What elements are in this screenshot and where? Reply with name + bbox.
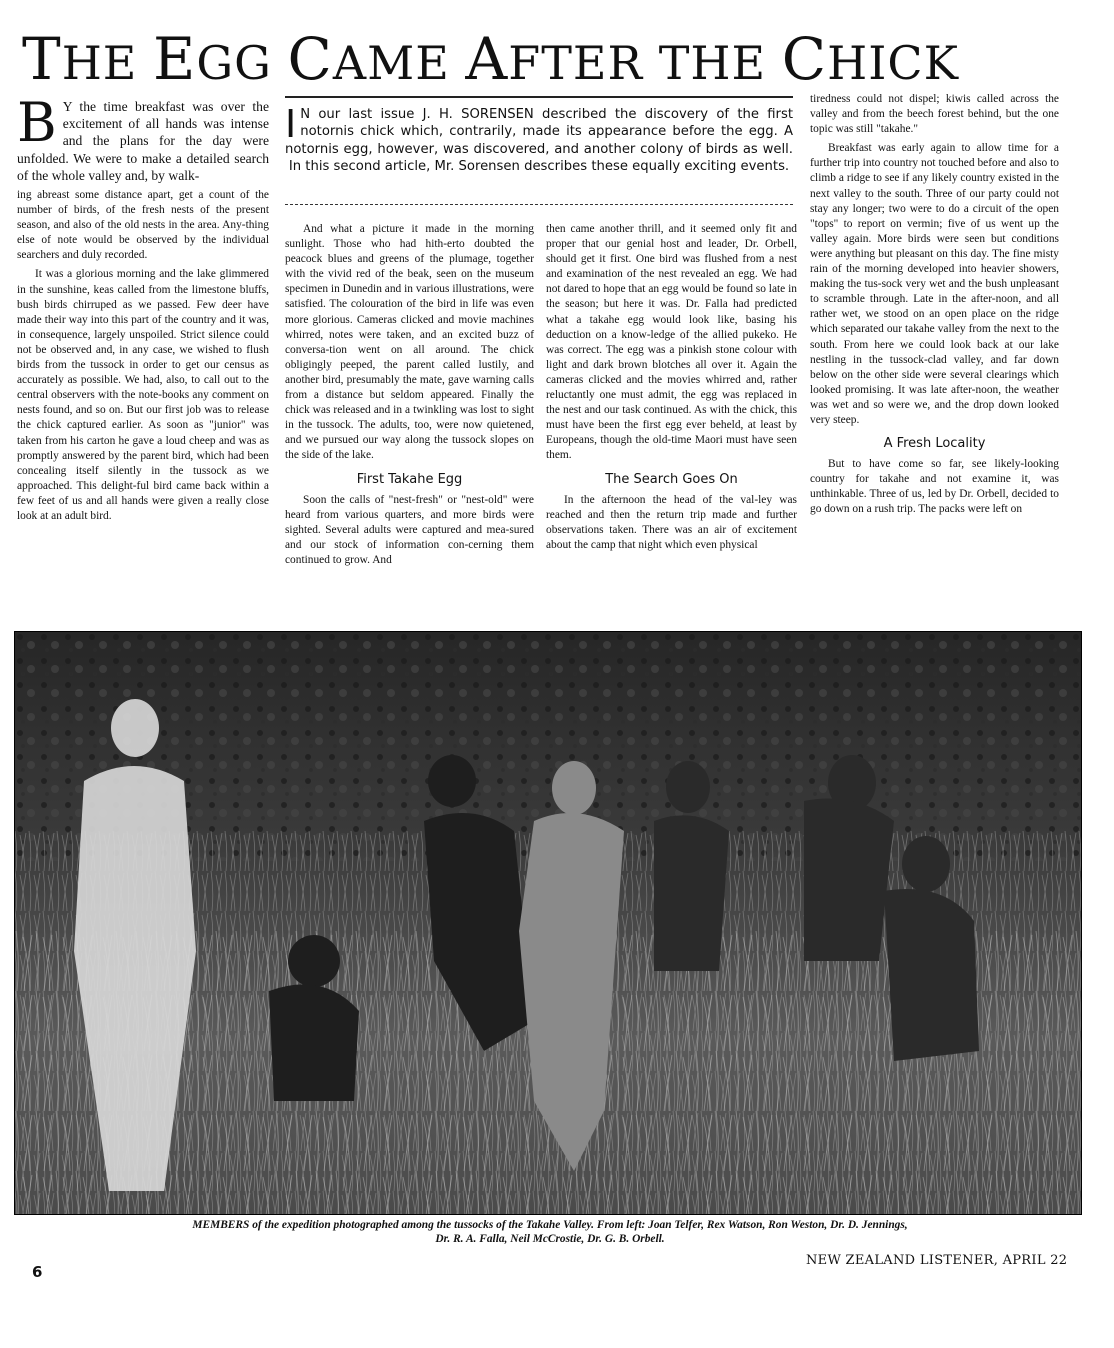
headline-part: A: [465, 25, 509, 93]
paragraph: But to have come so far, see likely-looking country for takahe and not examine it, was unthinkable. Three of us, led by Dr. Orbell, decided to go down on a rush trip. The packs were left on: [810, 458, 1059, 516]
drop-cap: I: [285, 102, 297, 146]
subheading: First Takahe Egg: [356, 471, 463, 487]
caption-line: Dr. R. A. Falla, Neil McCrostie, Dr. G. B. Orbell.: [435, 1233, 665, 1245]
publication-footer: NEW ZEALAND LISTENER, APRIL 22: [806, 1253, 1068, 1268]
headline-part: GG: [196, 36, 288, 90]
expedition-photo: [14, 631, 1082, 1215]
headline-part: T: [22, 25, 62, 93]
headline-part: FTER THE: [508, 36, 782, 90]
paragraph: And what a picture it made in the morning sunlight. Those who had hith-erto doubted the peacock blues and greens of the plumage, together with the vivid red of the beak, seen on the museum specimen in Dunedin and in various illustrations, were satisfied. The colouration of the bird in life was even more glorious. Cameras clicked and movie machines whirred, notes were taken, and an excited buzz of conversa-tion went on all around. The chick obligingly peeped, the parent called lustily, and another bird, presumably the mate, gave warning calls from a distance but seldom appeared. Finally the chick was released and in a twinkling was lost to sight in the tussock. The adults, too, were now quietened, and we pursued our way along the tussock slopes on the side of the lake.: [285, 223, 534, 462]
page-number: 6: [32, 1263, 43, 1281]
intro-bottom-rule: [285, 204, 793, 205]
headline-part: HICK: [827, 36, 959, 90]
paragraph: ing abreast some distance apart, get a count of the number of birds, of the fresh nests of the present season, and also of the old nests in the area. Any-thing else of note would be observed by the individual searchers and duly recorded.: [17, 189, 269, 262]
headline-part: AME: [332, 36, 466, 90]
headline: [22, 26, 1092, 92]
photo-caption: [30, 1218, 1070, 1246]
headline-part: C: [781, 25, 828, 93]
headline-part: C: [287, 25, 333, 93]
intro-top-rule: [285, 96, 793, 98]
subheading: A Fresh Locality: [883, 436, 986, 452]
headline-part: HE: [61, 36, 154, 90]
paragraph: In the afternoon the head of the val-ley was reached and then the return trip made and further observations taken. There was an air of excitement about the camp that night which even physical: [546, 493, 797, 551]
intro-standfirst: [285, 102, 793, 176]
lead-text: Y the time breakfast was over the excitement of all hands was intense and the plans for the day were unfolded. We were to make a detailed search of the whole valley and, by walk-: [17, 99, 269, 183]
subheading: The Search Goes On: [605, 471, 738, 487]
article-column-1: [17, 91, 269, 524]
headline-part: E: [153, 25, 197, 93]
paragraph: It was a glorious morning and the lake glimmered in the sunshine, keas called from the limestone bluffs, bush birds chirruped as we passed. Few deer have made their way into this part of the country and it was, in consequence, largely unspoiled. Strict silence could not be observed and, in any case, we wished to flush birds from the tussock in order to get our census as accurately as possible. We had, also, to call out to the central observers with the note-books any comment on nests found, and so on. But our first job was to release the chick captured earlier. As soon as "junior" was taken from his carton he gave a loud cheep and was as promptly answered by the parent bird, which had been concealing itself silently in the tussock as we approached. This delight-ful bird came back within a few feet of us and all hands were given a really close look at an adult bird.: [17, 268, 269, 522]
caption-line: MEMBERS of the expedition photographed among the tussocks of the Takahe Valley. From left: Joan Telfer, Rex Watson, Ron Weston, Dr. D. Jennings,: [192, 1219, 908, 1231]
article-column-3: [546, 222, 797, 553]
lead-paragraph: [17, 91, 269, 184]
paragraph: then came another thrill, and it seemed only fit and proper that our genial host and leader, Dr. Orbell, should get it first. One bird was flushed from a nest and examination of the nest revealed an egg. We had not dared to hope that an egg would be found so late in the season; but here it was. Dr. Falla had predicted what a takahe egg would look like, basing his deduction on a know-ledge of the allied pukeko. He was correct. The egg was a pinkish stone colour with light and dark brown blotches all over it. Again the cameras clicked and the movies whirred and, rather reluctantly one must admit, the egg was replaced in the nest and our task continued. As with the chick, this must have been the first egg ever beheld, at least by Europeans, though the old-time Maori must have seen them.: [546, 223, 797, 462]
article-column-2: [285, 222, 534, 568]
intro-text: N our last issue J. H. SORENSEN described the discovery of the first notornis chick which, contrarily, made its appearance before the egg. A notornis egg, however, was discovered, and another colony of birds as well. In this second article, Mr. Sorensen describes these equally exciting events.: [285, 107, 793, 175]
paragraph: Soon the calls of "nest-fresh" or "nest-old" were heard from various quarters, and more birds were sighted. Several adults were captured and mea-sured and our stock of information con-cerning them continued to grow. And: [285, 493, 534, 566]
article-column-4: [810, 92, 1059, 518]
drop-cap: B: [17, 91, 57, 154]
paragraph: Breakfast was early again to allow time for a further trip into country not touched before and also to climb a ridge to see if any likely country existed in the next valley to the south. Three of our party could not stay any longer; two were to do a circuit of the open "tops" to report on vermin; five of us went up the valley again. More birds were seen but conditions were anything but pleasant on this day. The fine misty rain of the morning developed into heavier showers, making the tus-sock very wet and the bush unpleasant to scramble through. Late in the after-noon, and all rather wet, we stood on an open place on the ridge which separated our takahe valley from the next to the south. From here we could look back at our lake nestling in the tussock-clad valley, and far down below on the other side were several clearings which looked promising. It was late after-noon, the weather was wet and so were we, and the drop down looked very steep.: [810, 142, 1059, 426]
paragraph: tiredness could not dispel; kiwis called across the valley and from the beech forest behind, but the one topic was still "takahe.": [810, 93, 1059, 136]
